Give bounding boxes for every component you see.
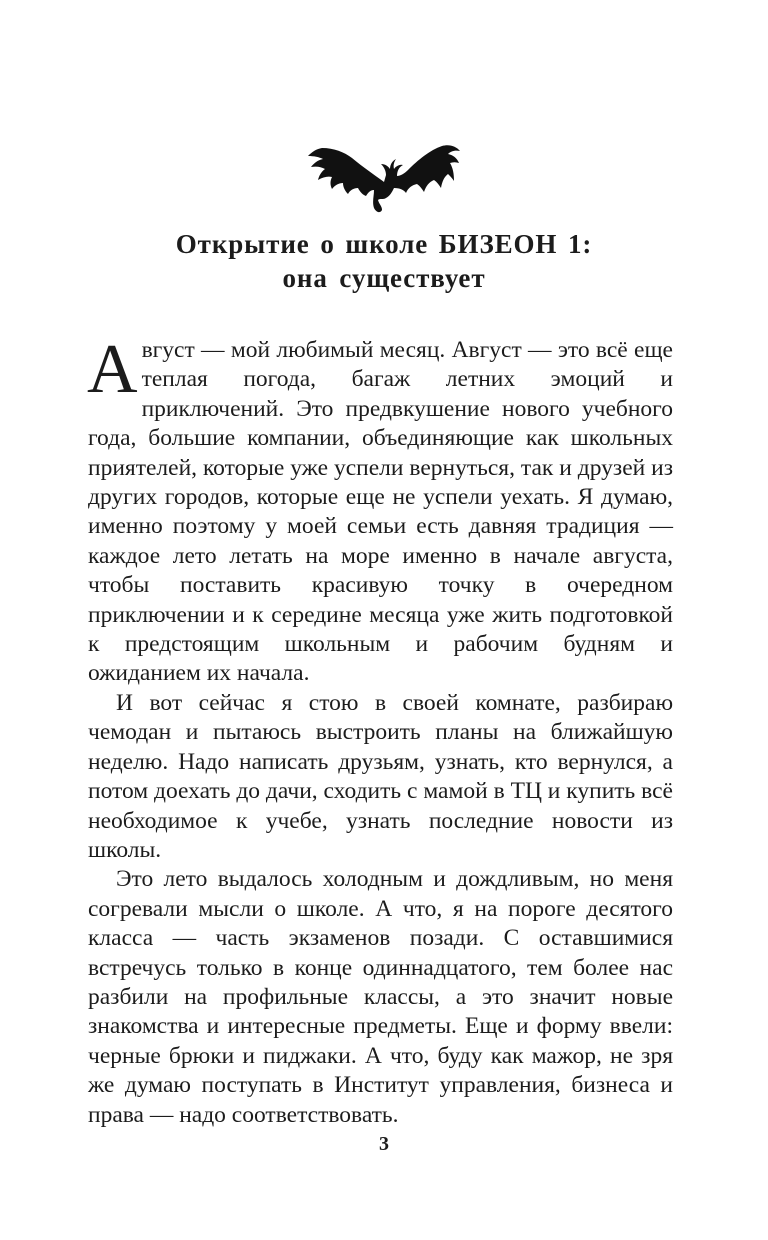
paragraph-1 (87, 331, 673, 689)
chapter-body (87, 331, 673, 1130)
paragraph-3: Это лето выдалось холодным и дождливым, но меня согревали мысли о школе. А что, я на пороге десятого класса — часть экзаменов позади. С оставшимися встречусь только в конце одиннадцатого, тем более нас разбили на профильные классы, а это значит новые знакомства и интересные предметы. Еще и форму ввели: черные брюки и пиджаки. А что, буду как мажор, не зря же думаю поступать в Институт управления, бизнеса и права — надо соответствовать. (88, 866, 673, 1128)
page-number: 3 (379, 1133, 389, 1155)
flying-dragon-icon (300, 138, 468, 218)
drop-cap: А (87, 331, 138, 408)
chapter-subtitle: она существует (282, 263, 486, 293)
chapter-title: Открытие о школе БИЗЕОН 1: (175, 229, 593, 259)
paragraph-2: И вот сейчас я стою в своей комнате, разбираю чемодан и пытаюсь выстроить планы на ближайшую неделю. Надо написать друзьям, узнать, кто вернулся, а потом доехать до дачи, сходить с мамой в ТЦ и купить всё необходимое к учебе, узнать последние новости из школы. (88, 689, 673, 863)
paragraph-1-text: вгуст — мой любимый месяц. Август — это всё еще теплая погода, багаж летних эмоций и приключений. Это предвкушение нового учебного года, большие компании, объединяющие как школьных приятелей, которые уже успели вернуться, так и друзей из других городов, которые еще не успели уехать. Я думаю, именно поэтому у моей семьи есть давняя традиция — каждое лето летать на море именно в начале августа, чтобы поставить красивую точку в очередном приключении и к середине месяца уже жить подготовкой к предстоящим школьным и рабочим будням и ожиданием их начала. (88, 337, 673, 687)
